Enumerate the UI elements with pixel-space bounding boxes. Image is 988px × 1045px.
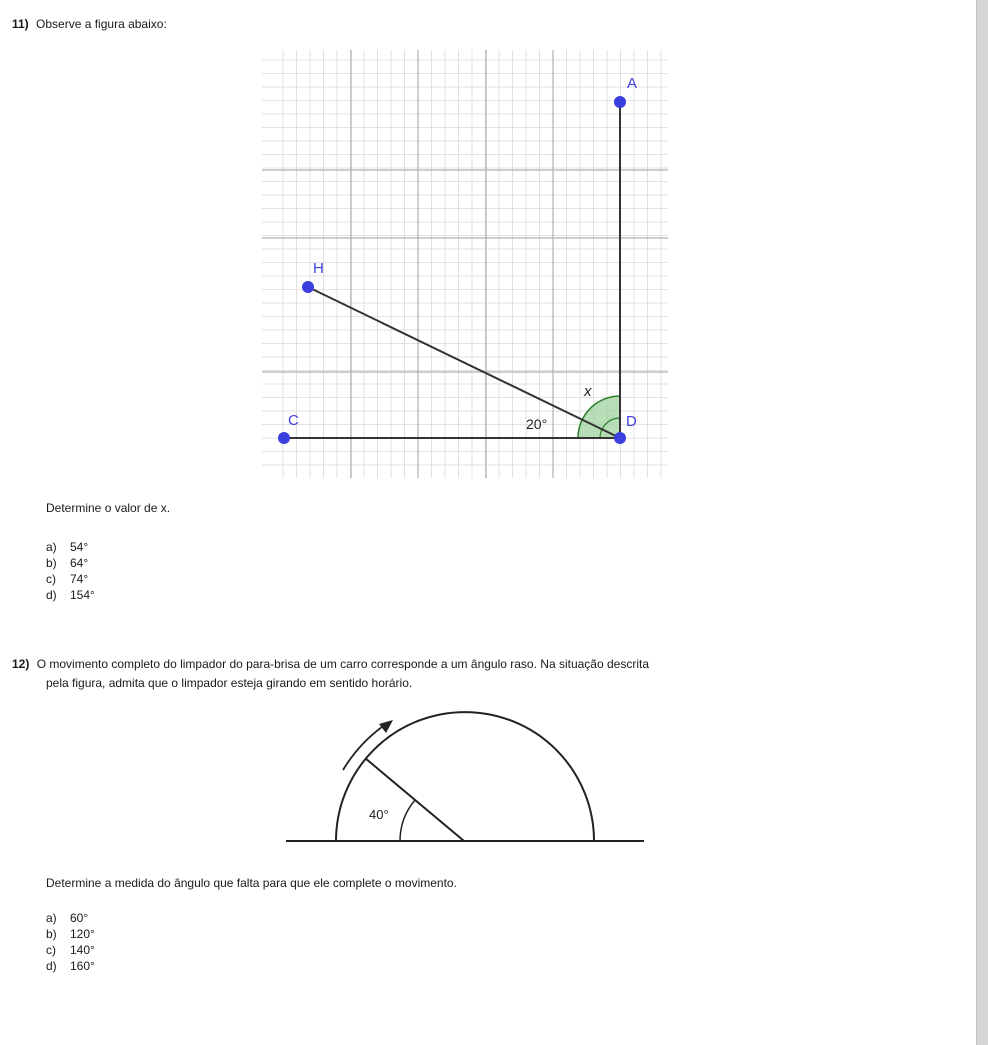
option-text: 64°: [70, 556, 89, 570]
option-text: 60°: [70, 911, 89, 925]
q11-option-b[interactable]: [46, 556, 88, 570]
vertical-scrollbar[interactable]: [976, 0, 988, 1045]
point-C: [278, 432, 290, 444]
rotation-arrow: [343, 724, 386, 770]
option-text: 74°: [70, 572, 89, 586]
option-letter: b): [46, 927, 57, 941]
wiper-blade: [365, 758, 464, 841]
q12-option-d[interactable]: [46, 959, 95, 973]
option-text: 140°: [70, 943, 95, 957]
q12-option-c[interactable]: [46, 943, 95, 957]
angle-arc-40: [400, 800, 415, 841]
q12-figure: [0, 700, 976, 860]
arrow-head-icon: [379, 720, 393, 733]
label-H: H: [313, 260, 324, 277]
q12-option-b[interactable]: [46, 927, 95, 941]
q11-number: 11): [12, 17, 29, 31]
label-angle-40: 40°: [369, 807, 389, 822]
point-H: [302, 281, 314, 293]
option-text: 160°: [70, 959, 95, 973]
q11-instruction: Determine o valor de x.: [46, 501, 171, 515]
option-text: 154°: [70, 588, 95, 602]
option-letter: a): [46, 540, 57, 554]
angle-sector: [578, 396, 620, 438]
q11-prompt: Observe a figura abaixo:: [36, 17, 167, 31]
q12-number: 12): [12, 657, 30, 671]
point-A: [614, 96, 626, 108]
option-letter: b): [46, 556, 57, 570]
option-letter: d): [46, 959, 57, 973]
option-letter: d): [46, 588, 57, 602]
label-C: C: [288, 412, 299, 429]
q12-option-a[interactable]: [46, 911, 88, 925]
q12-instruction: Determine a medida do ângulo que falta para que ele complete o movimento.: [46, 876, 457, 890]
segment-DH: [308, 287, 620, 438]
q12-prompt-line2: pela figura, admita que o limpador esteja girando em sentido horário.: [46, 676, 413, 690]
option-letter: c): [46, 943, 56, 957]
option-text: 54°: [70, 540, 89, 554]
label-angle-20: 20°: [526, 416, 548, 432]
option-letter: a): [46, 911, 57, 925]
q11-figure: [0, 0, 976, 490]
label-D: D: [626, 413, 637, 430]
label-A: A: [627, 75, 638, 92]
q12-prompt-line1: O movimento completo do limpador do para-brisa de um carro corresponde a um ângulo raso. Na situação descrita: [36, 657, 649, 671]
q11-option-c[interactable]: [46, 572, 88, 586]
q11-option-d[interactable]: [46, 588, 95, 602]
point-D: [614, 432, 626, 444]
label-x: x: [584, 383, 592, 400]
q11-option-a[interactable]: [46, 540, 88, 554]
option-letter: c): [46, 572, 56, 586]
q12-header: [12, 657, 649, 671]
option-text: 120°: [70, 927, 95, 941]
